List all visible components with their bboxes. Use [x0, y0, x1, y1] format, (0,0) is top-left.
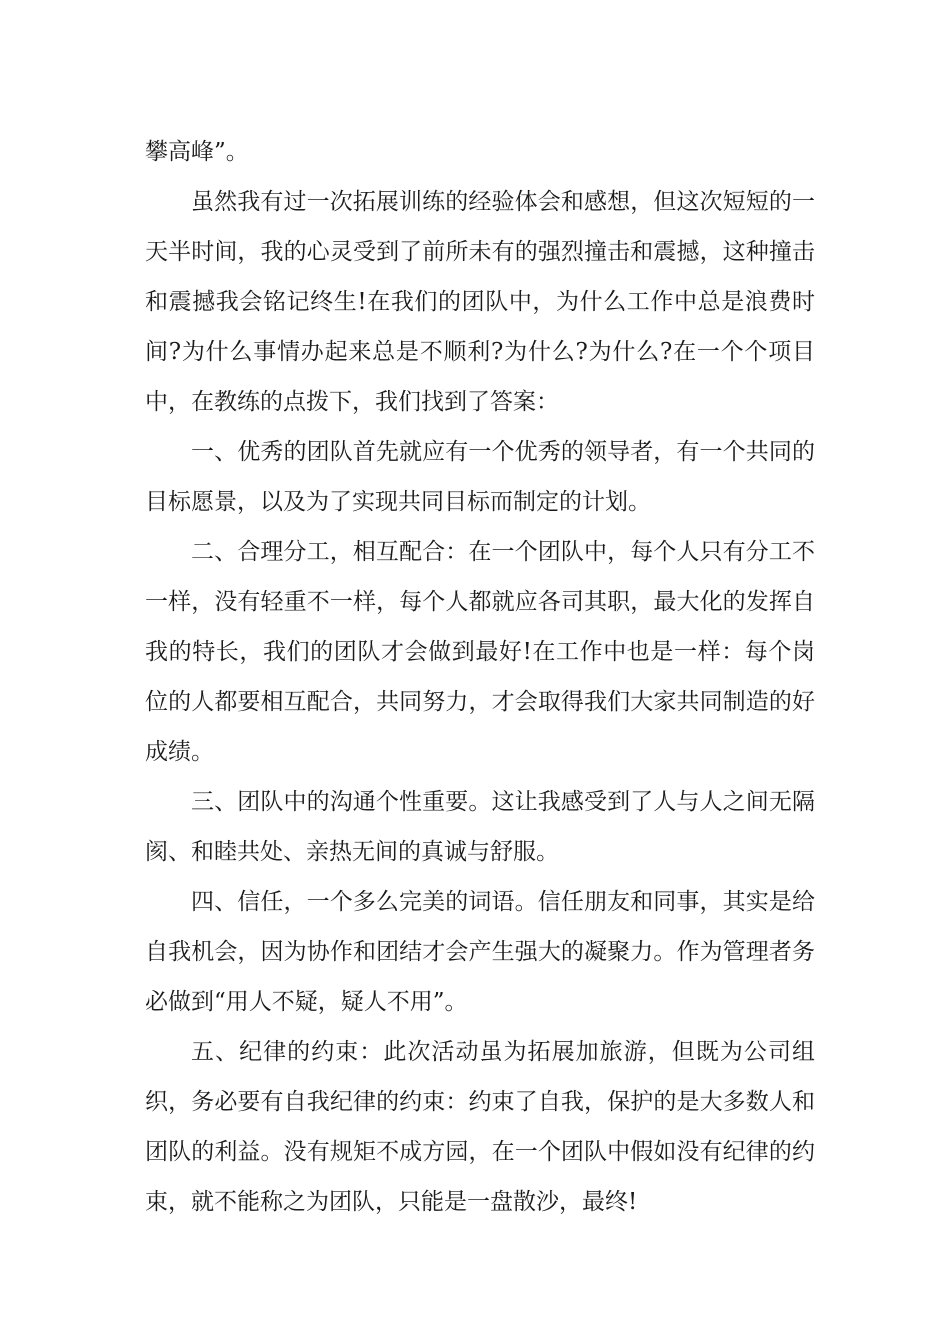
- paragraph-point-5: 五、纪律的约束：此次活动虽为拓展加旅游，但既为公司组织，务必要有自我纪律的约束：约束了自我，保护的是大多数人和团队的利益。没有规矩不成方园，在一个团队中假如没有纪律的约束，就不能称之为团队，只能是一盘散沙，最终!: [145, 1039, 815, 1215]
- paragraph-point-3: 三、团队中的沟通个性重要。这让我感受到了人与人之间无隔阂、和睦共处、亲热无间的真诚与舒服。: [145, 789, 815, 865]
- document-body: [145, 127, 815, 1227]
- paragraph-continuation: 攀高峰”。: [145, 139, 249, 165]
- paragraph-intro: 虽然我有过一次拓展训练的经验体会和感想，但这次短短的一天半时间，我的心灵受到了前所未有的强烈撞击和震撼，这种撞击和震撼我会铭记终生!在我们的团队中，为什么工作中总是浪费时间?为什么事情办起来总是不顺利?为什么?为什么?在一个个项目中，在教练的点拨下，我们找到了答案：: [145, 189, 815, 415]
- paragraph-point-2: 二、合理分工，相互配合：在一个团队中，每个人只有分工不一样，没有轻重不一样，每个人都就应各司其职，最大化的发挥自我的特长，我们的团队才会做到最好!在工作中也是一样：每个岗位的人都要相互配合，共同努力，才会取得我们大家共同制造的好成绩。: [145, 539, 815, 765]
- paragraph-point-4: 四、信任，一个多么完美的词语。信任朋友和同事，其实是给自我机会，因为协作和团结才会产生强大的凝聚力。作为管理者务必做到“用人不疑，疑人不用”。: [145, 889, 815, 1015]
- paragraph-point-1: 一、优秀的团队首先就应有一个优秀的领导者，有一个共同的目标愿景，以及为了实现共同目标而制定的计划。: [145, 439, 815, 515]
